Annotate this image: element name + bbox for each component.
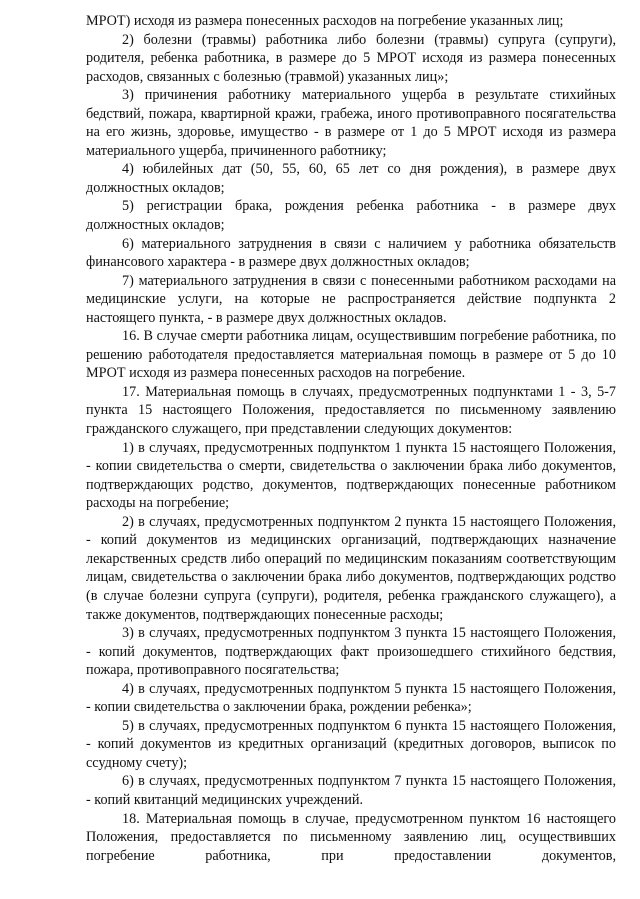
paragraph-section-18: 18. Материальная помощь в случае, предусмотренном пунктом 16 настоящего Положения, предоставляется по письменному заявлению лиц, осуществивших погребение работника, при предоставлении документов, bbox=[86, 810, 616, 864]
paragraph-section-17-item-3: 3) в случаях, предусмотренных подпунктом 3 пункта 15 настоящего Положения, - копий документов, подтверждающих факт произошедшего стихийного бедствия, пожара, противоправного посягательства; bbox=[86, 625, 616, 679]
paragraph-item-3-damage: 3) причинения работнику материального ущерба в результате стихийных бедствий, пожара, квартирной кражи, грабежа, иного противоправного посягательства на его жизнь, здоровье, имущество - в размере от 1 до 5 МРОТ исходя из размера материального ущерба, причиненного работнику; bbox=[86, 87, 616, 159]
paragraph-continuation: МРОТ) исходя из размера понесенных расходов на погребение указанных лиц; bbox=[86, 13, 564, 29]
paragraph-section-17-item-5: 5) в случаях, предусмотренных подпунктом 6 пункта 15 настоящего Положения, - копий документов из кредитных организаций (кредитных договоров, выписок по ссудному счету); bbox=[86, 717, 616, 771]
paragraph-section-17-item-6: 6) в случаях, предусмотренных подпунктом 7 пункта 15 настоящего Положения, - копий квитанций медицинских учреждений. bbox=[86, 773, 616, 808]
paragraph-item-5-marriage-birth: 5) регистрации брака, рождения ребенка работника - в размере двух должностных окладов; bbox=[86, 198, 616, 234]
paragraph-item-7-medical-expenses: 7) материального затруднения в связи с понесенными работником расходами на медицинские услуги, на которые не распространяется действие подпункта 2 настоящего пункта, - в размере двух должностных окладов. bbox=[86, 272, 616, 326]
paragraph-section-16: 16. В случае смерти работника лицам, осуществившим погребение работника, по решению работодателя предоставляется материальная помощь в размере от 5 до 10 МРОТ исходя из размера понесенных расходов на погребение. bbox=[86, 328, 616, 382]
paragraph-item-4-anniversary: 4) юбилейных дат (50, 55, 60, 65 лет со дня рождения), в размере двух должностных окладов; bbox=[86, 161, 616, 196]
paragraph-section-17-item-1: 1) в случаях, предусмотренных подпунктом 1 пункта 15 настоящего Положения, - копии свидетельства о смерти, свидетельства о заключении брака либо документов, подтверждающих родство, документов, подтверждающих понесенные работником расходы на погребение; bbox=[86, 439, 616, 512]
paragraph-item-6-financial-hardship: 6) материального затруднения в связи с наличием у работника обязательств финансового характера - в размере двух должностных окладов; bbox=[86, 235, 616, 271]
paragraph-section-17-item-2: 2) в случаях, предусмотренных подпунктом 2 пункта 15 настоящего Положения, - копий документов из медицинских организаций, подтверждающих назначение лекарственных средств либо операций по медицинским показаниям соответствующим лицам, свидетельства о заключении брака либо документов, подтверждающих родство (в случае болезни супруга (супруги), родителя, ребенка гражданского служащего), а также документов, подтверждающих понесенные расходы; bbox=[86, 513, 616, 623]
paragraph-section-17-item-4: 4) в случаях, предусмотренных подпунктом 5 пункта 15 настоящего Положения, - копии свидетельства о заключении брака, рождении ребенка»; bbox=[86, 680, 616, 716]
paragraph-item-2-illness: 2) болезни (травмы) работника либо болезни (травмы) супруга (супруги), родителя, ребенка работника, в размере до 5 МРОТ исходя из размера понесенных расходов, связанных с болезнью (травмой) указанных лиц»; bbox=[86, 31, 616, 85]
paragraph-section-17: 17. Материальная помощь в случаях, предусмотренных подпунктами 1 - 3, 5-7 пункта 15 настоящего Положения, предоставляется по письменному заявлению гражданского служащего, при представлении следующих документов: bbox=[86, 383, 616, 438]
